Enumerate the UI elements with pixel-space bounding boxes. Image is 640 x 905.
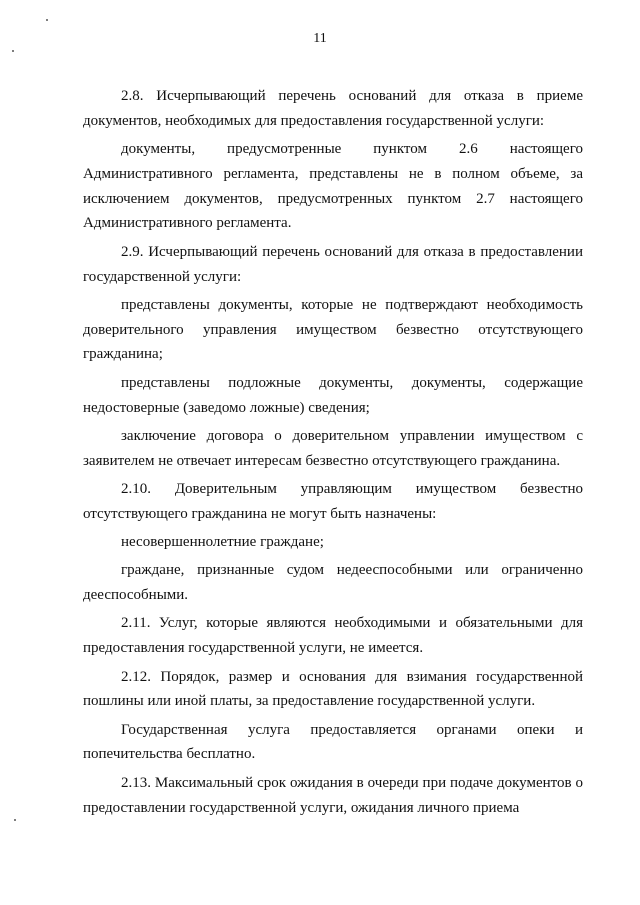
clause-2-10-heading: 2.10. Доверительным управляющим имуществом безвестно отсутствующего гражданина не могут быть назначены:	[83, 480, 583, 522]
clause-2-9-ground-1: представлены документы, которые не подтверждают необходимость доверительного управления имуществом безвестно отсутствующего гражданина;	[83, 296, 583, 363]
page-number: 11	[313, 31, 327, 46]
clause-2-12-text: Государственная услуга предоставляется органами опеки и попечительства бесплатно.	[83, 721, 583, 763]
clause-2-10-item-2: граждане, признанные судом недееспособными или ограниченно дееспособными.	[83, 562, 583, 604]
clause-2-10-item-1: несовершеннолетние граждане;	[121, 534, 324, 551]
clause-2-9-heading: 2.9. Исчерпывающий перечень оснований для отказа в предоставлении государственной услуги:	[83, 243, 583, 285]
clause-2-8-ground: документы, предусмотренные пунктом 2.6 настоящего Административного регламента, представлены не в полном объеме, за исключением документов, предусмотренных пунктом 2.7 настоящего Административного регламента.	[83, 141, 583, 232]
clause-2-9-ground-2: представлены подложные документы, документы, содержащие недостоверные (заведомо ложные) сведения;	[83, 374, 583, 416]
scan-speck	[12, 50, 14, 52]
clause-2-13: 2.13. Максимальный срок ожидания в очереди при подаче документов о предоставлении государственной услуги, ожидания личного приема	[83, 774, 583, 816]
clause-2-12-heading: 2.12. Порядок, размер и основания для взимания государственной пошлины или иной платы, за предоставление государственной услуги.	[83, 668, 583, 710]
scan-speck	[46, 19, 48, 21]
clause-2-11: 2.11. Услуг, которые являются необходимыми и обязательными для предоставления государственной услуги, не имеется.	[83, 615, 583, 657]
scan-speck	[14, 819, 16, 821]
clause-2-8-heading: 2.8. Исчерпывающий перечень оснований для отказа в приеме документов, необходимых для предоставления государственной услуги:	[83, 88, 583, 129]
document-body	[83, 84, 583, 824]
clause-2-9-ground-3: заключение договора о доверительном управлении имуществом с заявителем не отвечает интересам безвестно отсутствующего гражданина.	[83, 427, 583, 469]
